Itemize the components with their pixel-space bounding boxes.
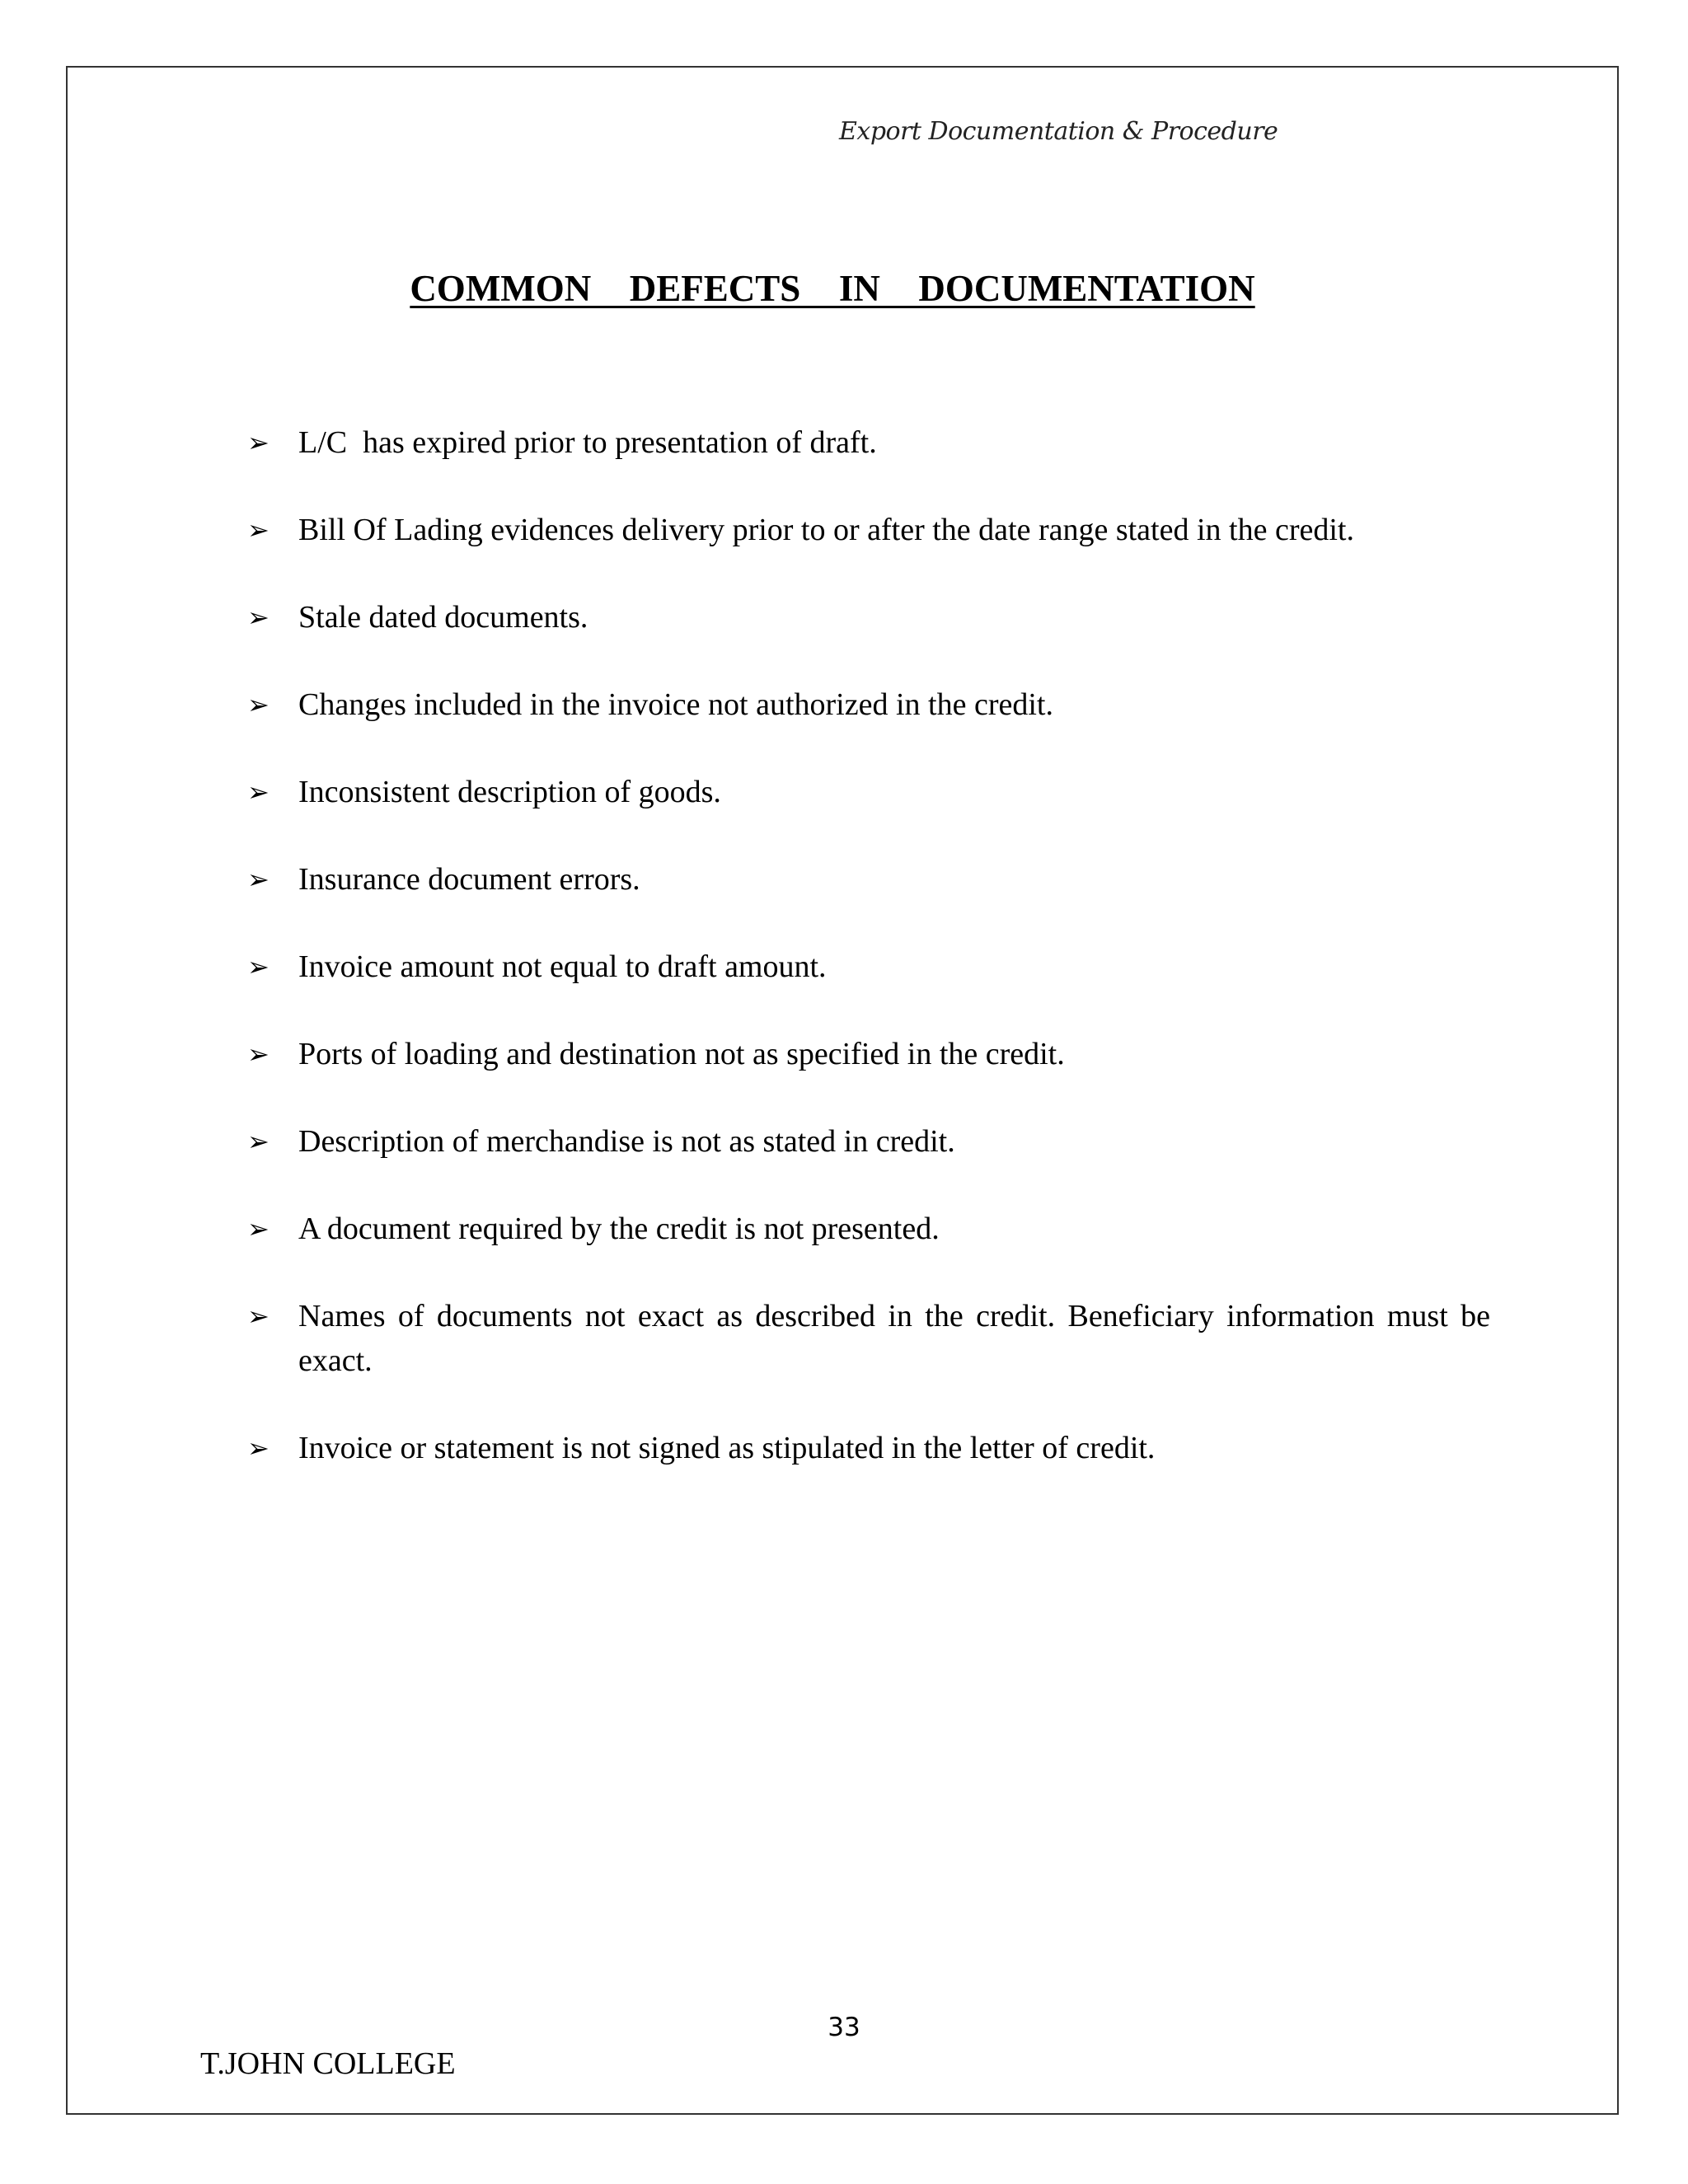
arrow-bullet-icon: ➢ [247,1432,270,1464]
arrow-bullet-icon: ➢ [247,776,270,808]
footer-college-name: T.JOHN COLLEGE [200,2046,456,2081]
arrow-bullet-icon: ➢ [247,864,270,895]
arrow-bullet-icon: ➢ [247,1126,270,1157]
list-item-text: Names of documents not exact as described in the credit. Beneficiary information must be exact. [298,1299,1490,1378]
list-item-text: Bill Of Lading evidences delivery prior to or after the date range stated in the credit. [298,513,1354,547]
list-item [247,944,1490,989]
arrow-bullet-icon: ➢ [247,514,270,546]
arrow-bullet-icon: ➢ [247,427,270,458]
list-item-text: L/C has expired prior to presentation of draft. [298,425,877,460]
list-item [247,1294,1490,1383]
arrow-bullet-icon: ➢ [247,689,270,720]
arrow-bullet-icon: ➢ [247,1213,270,1244]
list-item-text: Description of merchandise is not as stated in credit. [298,1124,955,1159]
arrow-bullet-icon: ➢ [247,951,270,982]
list-item [247,1426,1490,1470]
arrow-bullet-icon: ➢ [247,1038,270,1070]
list-item-text: Inconsistent description of goods. [298,775,721,809]
arrow-bullet-icon: ➢ [247,602,270,633]
list-item [247,857,1490,902]
list-item [247,1032,1490,1076]
list-item [247,1119,1490,1164]
list-item [247,770,1490,814]
list-item-text: Stale dated documents. [298,600,588,635]
list-item-text: A document required by the credit is not presented. [298,1212,940,1246]
list-item [247,420,1490,465]
list-item [247,682,1490,727]
list-item [247,1207,1490,1251]
page-title: COMMON DEFECTS IN DOCUMENTATION [410,268,1255,309]
list-item-text: Ports of loading and destination not as specified in the credit. [298,1037,1065,1071]
defect-list [247,420,1490,1513]
page-number: 33 [828,2013,860,2042]
list-item-text: Invoice or statement is not signed as stipulated in the letter of credit. [298,1431,1156,1465]
list-item [247,508,1490,552]
list-item-text: Changes included in the invoice not authorized in the credit. [298,687,1053,722]
list-item-text: Insurance document errors. [298,862,640,897]
list-item [247,595,1490,640]
running-header: Export Documentation & Procedure [839,117,1278,146]
list-item-text: Invoice amount not equal to draft amount. [298,949,827,984]
arrow-bullet-icon: ➢ [247,1301,270,1332]
